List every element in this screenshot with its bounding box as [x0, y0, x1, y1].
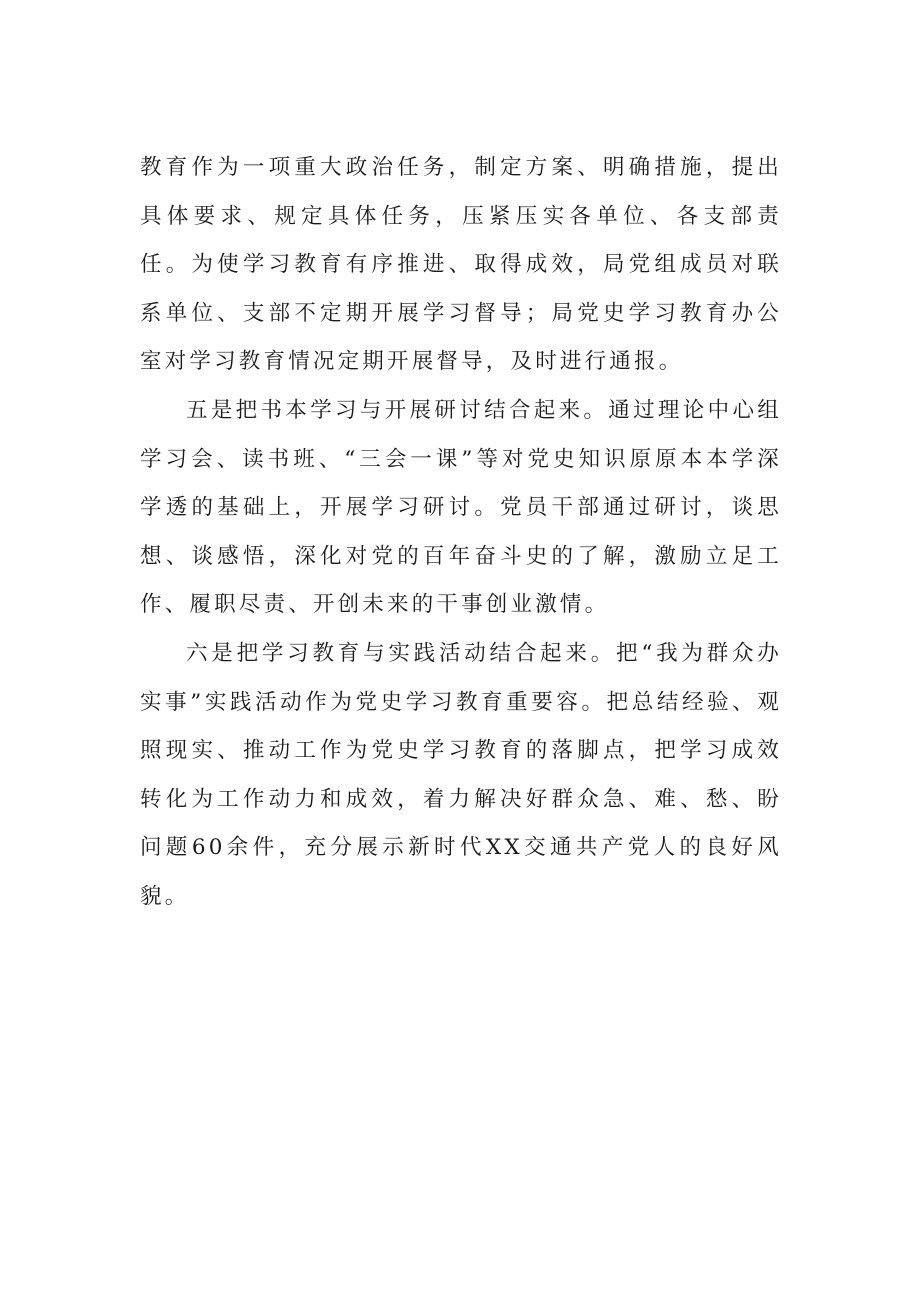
paragraph-point-five: 五是把书本学习与开展研讨结合起来。通过理论中心组学习会、读书班、“三会一课”等对党史知识原原本本学深学透的基础上，开展学习研讨。党员干部通过研讨，谈思想、谈感悟，深化对党的百年奋斗史的了解，激励立足工作、履职尽责、开创未来的干事创业激情。	[140, 397, 782, 618]
paragraph-point-six: 六是把学习教育与实践活动结合起来。把“我为群众办实事”实践活动作为党史学习教育重要容。把总结经验、观照现实、推动工作为党史学习教育的落脚点，把学习成效转化为工作动力和成效，着力解决好群众急、难、愁、盼问题60余件，充分展示新时代XX交通共产党人的良好风貌。	[140, 640, 782, 909]
paragraph-continuation: 教育作为一项重大政治任务，制定方案、明确措施，提出具体要求、规定具体任务，压紧压实各单位、各支部责任。为使学习教育有序推进、取得成效，局党组成员对联系单位、支部不定期开展学习督导；局党史学习教育办公室对学习教育情况定期开展督导，及时进行通报。	[140, 155, 782, 375]
document-body	[140, 144, 782, 922]
